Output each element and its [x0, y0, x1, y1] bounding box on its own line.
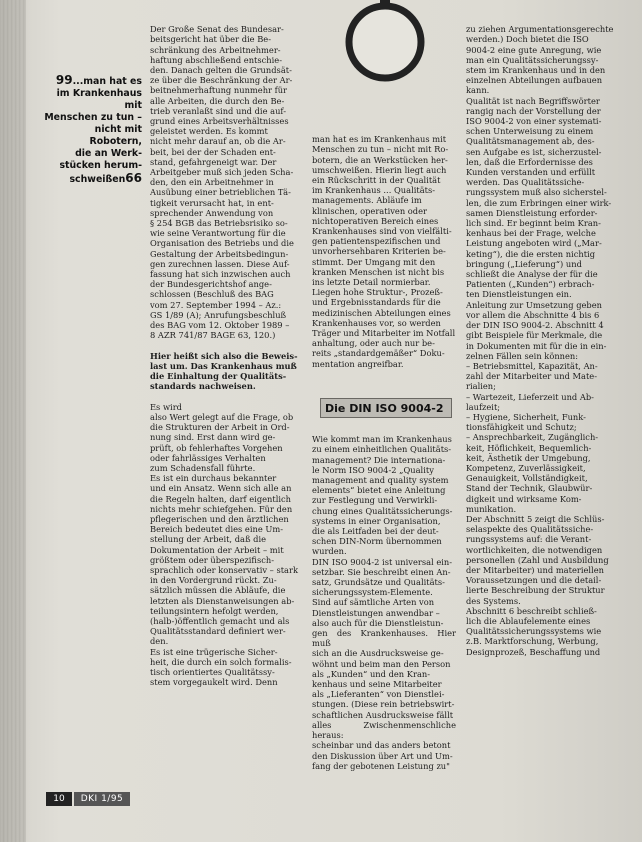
quote-close-mark: 66	[125, 171, 142, 185]
page-binding-edge	[0, 0, 26, 842]
column-2-text: man hat es im Krankenhaus mit Menschen zu tun – nicht mit Ro- botern, die an Werkstücken her- umschweißen. Hierin liegt auch ein Rückschritt in der Qualität im Krankenhaus ... Qualitäts- managements. Abläufe im klinischen, operativen oder nichtoperativen Bereich eines Krankenhauses sind von vielfälti- gen patientenspezifischen und unvorhersehbaren Kriterien be- stimmt. Der Umgang mit den kranken Menschen ist nicht bis ins letzte Detail normierbar. Liegen hohe Struktur-, Prozeß- und Ergebnisstandards für die medizinischen Abteilungen eines Krankenhauses vor, so werden Träger und Mitarbeiter im Notfall anhaltung, oder auch nur be- reits „standardgemäßer“ Doku- mentation angreifbar.	[312, 134, 456, 369]
pull-quote	[42, 74, 142, 186]
page-number: 10	[46, 792, 72, 806]
column-2-after-text: Wie kommt man im Krankenhaus zu einem einheitlichen Qualitäts- management? Die internationa- le Norm ISO 9004-2 „Quality management and quality system elements“ bietet eine Anleitung zur Festlegung und Verwirkli- chung eines Qualitätssicherungs- systems in einer Organisation, die als Leitfaden bei der deut- schen DIN-Norm übernommen wurden. DIN ISO 9004-2 ist universal ein- setzbar. Sie beschreibt einen An- satz, Grundsätze und Qualitäts- sicherungssystem-Elemente. Sind auf sämtliche Arten von Dienstleistungen anwendbar – also auch für die Dienstleistun- gen des Krankenhauses. Hier muß sich an die Ausdrucksweise ge- wöhnt und beim man den Person als „Kunden“ und den Kran- kenhaus und seine Mitarbeiter als „Lieferanten“ von Dienstlei- stungen. (Diese rein betriebswirt- schaftlichen Ausdrucksweise fällt alles Zwischenmenschliche heraus: scheinbar und das anders betont den Diskussion über Art und Um- fang der gebotenen Leistung zu"	[312, 434, 456, 771]
quote-open-mark: 99	[55, 73, 73, 87]
column-1-bold-text: Hier heißt sich also die Beweis- last um. Das Krankenhaus muß die Einhaltung der Qualitäts- standards nachweisen.	[150, 350, 298, 392]
issue-label: DKI 1/95	[74, 792, 130, 806]
text-column-1	[150, 14, 306, 784]
magnifier-icon	[332, 0, 438, 100]
column-3-text: zu ziehen Argumentationsgerechte werden.) Doch bietet die ISO 9004-2 eine gute Anregung, wie man ein Qualitätssicherungssy- stem im Krankenhaus und in den einzelnen Abteilungen aufbauen kann. Qualität ist nach Begriffswörter rangig nach der Vorstellung der ISO 9004-2 von einer systemati- schen Unterweisung zu einem Qualitätsmanagement ab, des- sen Aufgabe es ist, sicherzustel- len, daß die Erfordernisse des Kunden verstanden und erfüllt werden. Das Qualitätssiche- rungssystem muß also sicherstel- len, die zum Erbringen einer wirk- samen Dienstleistung erforder- lich sind. Er beginnt beim Kran- kenhaus bei der Frage, welche Leistung angeboten wird („Mar- keting“), die die ersten nichtig bringung („Lieferung“) und schließt die Analyse der für die Patienten („Kunden“) erbrach- ten Dienstleistungen ein. Anleitung zur Umsetzung geben vor allem die Abschnitte 4 bis 6 der DIN ISO 9004-2. Abschnitt 4 gibt Beispiele für Merkmale, die in Dokumenten mit für die in ein- zelnen Fällen sein können: – Betriebsmittel, Kapazität, An- zahl der Mitarbeiter und Mate- rialien; – Wartezeit, Lieferzeit und Ab- laufzeit; – Hygiene, Sicherheit, Funk- tionsfähigkeit und Schutz; – Ansprechbarkeit, Zugänglich- keit, Höflichkeit, Bequemlich- keit, Ästhetik der Umgebung, Kompetenz, Zuverlässigkeit, Genauigkeit, Vollständigkeit, Stand der Technik, Glaubwür- digkeit und wirksame Kom- munikation. Der Abschnitt 5 zeigt die Schlüs- selaspekte des Qualitätssiche- rungssystems auf: die Verant- wortlichkeiten, die notwendigen personellen (Zahl und Ausbildung der Mitarbeiter) und materiellen Voraussetzungen und die detail- lierte Beschreibung der Struktur des Systems. Abschnitt 6 beschreibt schließ- lich die Ablaufelemente eines Qualitätssicherungssystems wie z.B. Marktforschung, Werbung, Designprozeß, Beschaffung und	[466, 24, 614, 657]
text-column-2	[312, 124, 456, 394]
pull-quote-text: ...man hat es im Krankenhaus mit Menschen zu tun – nicht mit Robotern, die an Werk- stücken herum- schweißen	[44, 76, 142, 185]
section-heading: Die DIN ISO 9004-2	[320, 398, 452, 418]
text-column-2-continued	[312, 424, 456, 789]
text-column-3	[466, 14, 616, 789]
column-1-text: Der Große Senat des Bundesar- beitsgericht hat über die Be- schränkung des Arbeitnehmer- haftung abschließend entschie- den. Danach gelten die Grundsät- ze über die Beschränkung der Ar- beitnehmerhaftung nunmehr für alle Arbeiten, die durch den Be- trieb veranlaßt sind und die auf- grund eines Arbeitsverhältnisses geleistet werden. Es kommt nicht mehr darauf an, ob die Ar- beit, bei der der Schaden ent- stand, gefahrgeneigt war. Der Arbeitgeber muß sich jeden Scha- den, den ein Arbeitnehmer in Ausübung einer betrieblichen Tä- tigkeit verursacht hat, in ent- sprechender Anwendung von § 254 BGB das Betriebsrisiko so- wie seine Verantwortung für die Organisation des Betriebs und die Gestaltung der Arbeitsbedingun- gen zurechnen lassen. Diese Auf- fassung hat sich inzwischen auch der Bundesgerichtshof ange- schlossen (Beschluß des BAG vom 27. September 1994 – Az.: GS 1/89 (A); Anrufungsbeschluß des BAG vom 12. Oktober 1989 – 8 AZR 741/87 BAGE 63, 120.)	[150, 24, 294, 341]
page-footer	[46, 792, 176, 806]
column-1-rest-text: Es wird also Wert gelegt auf die Frage, ob die Strukturen der Arbeit in Ord- nung sind. Erst dann wird ge- prüft, ob fehlerhaftes Vorgehen oder fahrlässiges Verhalten zum Schadensfall führte. Es ist ein durchaus bekannter und ein Ansatz. Wenn sich alle an die Regeln halten, darf eigentlich nichts mehr schiefgehen. Für den pflegerischen und den ärztlichen Bereich bedeutet dies eine Um- stellung der Arbeit, daß die Dokumentation der Arbeit – mit größtem oder überspezifisch- sprachlich oder konservativ – stark in den Vordergrund rückt. Zu- sätzlich müssen die Abläufe, die letzten als Dienstanweisungen ab- teilungsintern hefolgt werden, (halb-)öffentlich gemacht und als Qualitätsstandard definiert wer- den. Es ist eine trügerische Sicher- heit, die durch ein solch formalis- tisch orientiertes Qualitätssy- stem vorgegaukelt wird. Denn	[150, 401, 298, 688]
